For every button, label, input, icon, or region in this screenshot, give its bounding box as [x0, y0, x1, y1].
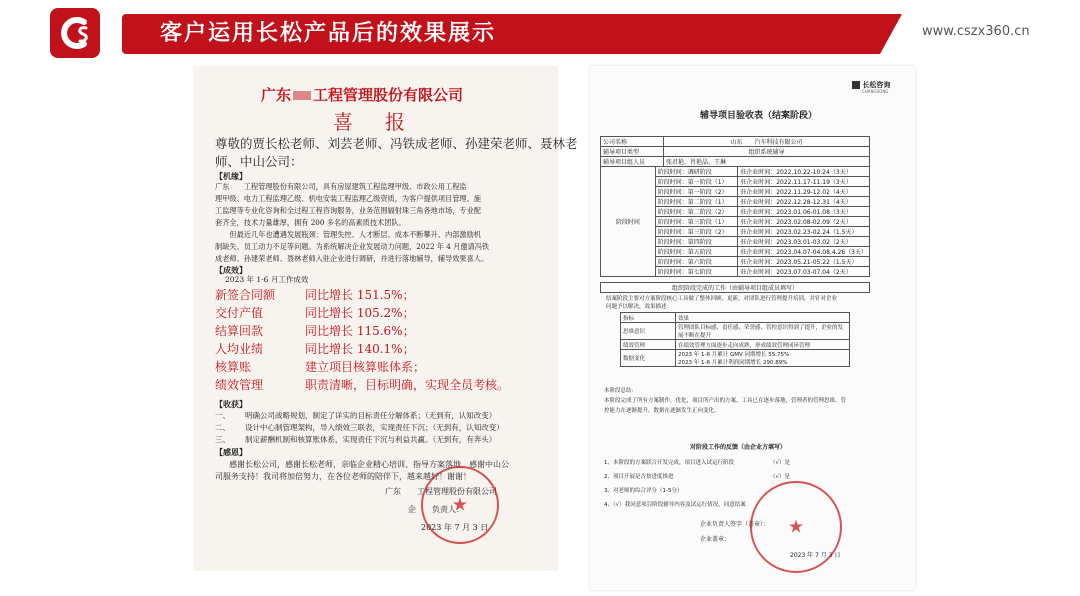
result-value: 同比增长 105.2%； — [305, 306, 415, 320]
form-date: 2023 年 7 月 3 日 — [790, 552, 841, 559]
result-value: 同比增长 140.1%； — [305, 342, 415, 356]
result-value: 建立项目核算账体系； — [305, 360, 426, 374]
stage-time: 驻企业时间：2022.11.17-11.19（3天） — [738, 177, 870, 187]
result-subtitle: 2023 年 1-6 月工作成效 — [225, 275, 309, 284]
type-value: 组织系统辅导 — [664, 147, 870, 157]
stage-name: 阶段时间：第四阶段 — [655, 237, 738, 247]
stage-name: 阶段时间：第一阶段（1） — [655, 177, 738, 187]
stage-time: 驻企业时间：2023.02.08-02.09（2天） — [738, 217, 870, 227]
letter-date: 2023 年 7 月 3 日 — [421, 523, 489, 532]
summary-1: 本阶段完成了所有方案制作，优化，项目所产出的方案、工具已在逐步落地，管理者的管理思维、管 — [604, 398, 847, 404]
section-origin: 【机缘】 — [215, 171, 247, 181]
form-title: 辅导项目验收表（结案阶段） — [700, 111, 818, 121]
cs-logo-icon — [50, 8, 100, 58]
feedback-text: 3、对老师的综合评分（1-5分） — [604, 488, 683, 494]
result-label: 交付产值 — [215, 306, 264, 320]
stage-name: 阶段时间：第五阶段 — [655, 247, 738, 257]
sign-seal-right: 企业盖章： — [700, 536, 731, 543]
company-label: 公司名称 — [601, 137, 664, 147]
feedback-text: 2、项目开展是否按进度推进 — [604, 474, 674, 480]
feedback-mark: （√）是 — [770, 474, 791, 480]
result-label: 结算回款 — [215, 324, 264, 338]
effect-row — [621, 350, 850, 367]
section-result: 【成效】 — [215, 265, 247, 275]
letter-title: 喜 报 — [333, 110, 411, 134]
effect-head-metric: 指标 — [621, 313, 676, 323]
brand-en: CHANGSONG — [862, 89, 889, 94]
result-label: 核算账 — [215, 360, 252, 374]
feedback-text: 1、本阶段的方案联合开发完成，项目进入试运行阶段 — [604, 460, 735, 466]
stage-time: 驻企业时间：2023.07.03-07.04（2天） — [738, 267, 870, 277]
effect-metric: 数据变化 — [621, 350, 676, 367]
company-seal-right — [750, 481, 842, 573]
stage-name: 阶段时间：第六阶段 — [655, 257, 738, 267]
sign-person: 企 负责人： — [408, 505, 464, 514]
effect-head-result: 效果 — [676, 313, 850, 323]
effect-result — [676, 323, 850, 340]
result-value: 同比增长 151.5%； — [305, 288, 415, 302]
result-label: 人均业绩 — [215, 342, 264, 356]
page-title: 客户运用长松产品后的效果展示 — [160, 21, 497, 46]
feedback-header: 对阶段工作的反馈（由企业方填写） — [690, 444, 787, 451]
work-header: 组织阶段完成的工作（由辅导项目组成员填写） — [601, 283, 870, 293]
stage-name: 阶段时间：第三阶段（2） — [655, 227, 738, 237]
company-value: 山东 汽车科技有限公司 — [664, 137, 870, 147]
thanks-line-1: 感谢长松公司，感谢长松老师，亲临企业精心培训、指导方案落地，感谢中山公 — [229, 460, 509, 469]
stage-time: 驻企业时间：2022.12.28-12.31（4天） — [738, 197, 870, 207]
feedback-mark: （√）是 — [770, 460, 791, 466]
effect-metric: 思维意识 — [621, 323, 676, 340]
feedback-text: 4、（√）我同意项目阶段辅导内容及试运行情况，同意结案 — [604, 502, 746, 508]
effect-head-row — [621, 313, 850, 323]
stage-name: 阶段时间：第二阶段（2） — [655, 207, 738, 217]
origin-line: 制缺失、员工动力不足等问题。为系统解决企业发展动力问题，2022 年 4 月邀请冯铁 — [215, 242, 490, 251]
gain-num: 一、 — [215, 411, 230, 420]
effect-line: 在绩效管理方面逐步走向成熟，形成绩效管理闭环管理 — [678, 342, 811, 349]
effect-row — [621, 323, 850, 340]
effect-line: 展不断在提升 — [678, 333, 712, 339]
stage-time: 驻企业时间：2023.05.21-05.22（1.5天） — [738, 257, 870, 267]
origin-line: 但最近几年也遭遇发展瓶颈：管理失控、人才断层、成本不断攀升、内部激励机 — [215, 230, 481, 239]
stage-time: 驻企业时间：2023.03.01-03.02（2天） — [738, 237, 870, 247]
salutation-2: 师、中山公司： — [215, 154, 303, 169]
gain-num: 二、 — [215, 423, 230, 432]
form-table-top — [600, 136, 870, 167]
thanks-line-2: 司服务支持！我司将加倍努力，在各位老师的陪伴下，越来越好！谢谢！ — [215, 472, 471, 481]
letter-company: 广东 工程管理股份有限公司 — [261, 86, 464, 104]
summary-label: 本阶段总结： — [604, 388, 638, 394]
stage-row — [601, 167, 870, 177]
result-label: 新签合同额 — [215, 288, 276, 302]
brand-mark-icon — [852, 81, 860, 89]
effect-line: 2023 年 1-6 月累计 GMV 同期增长 55.75% — [678, 352, 790, 358]
origin-line: 广东 工程管理股份有限公司，具有房屋建筑工程监理甲级、市政公用工程监 — [215, 182, 467, 191]
sign-person-right: 企业负责人签字（盖章）： — [700, 521, 770, 528]
section-thanks: 【感恩】 — [215, 447, 247, 457]
gain-text: 设计中心制管理架构，导入绩效三联表，实现责任下沉；（无到有，认知改变） — [245, 423, 504, 432]
site-url: www.cszx360.cn — [922, 24, 1030, 39]
header-banner — [0, 0, 1080, 70]
stage-name: 阶段时间：第七阶段 — [655, 267, 738, 277]
stage-time: 驻企业时间：2022.11.29-12.02（4天） — [738, 187, 870, 197]
gain-text: 明确公司战略规划，制定了详实的目标责任分解体系；（无到有，认知改变） — [245, 411, 497, 420]
sign-company: 广东 工程管理股份有限公司 — [385, 487, 497, 496]
type-label: 辅导项目类型 — [601, 147, 664, 157]
work-text-2: 问题予以解决，效果描述： — [606, 304, 673, 310]
origin-line: 套齐全，技术力量雄厚，拥有 200 多名的高素质技术团队。 — [215, 218, 406, 227]
origin-line: 成老师、孙建荣老师、聂林老师入驻企业进行调研，并进行落地辅导，辅导效果喜人。 — [215, 254, 489, 263]
summary-2: 控能力在逐渐提升，数据在逐渐发生正向变化。 — [604, 408, 720, 414]
stage-label: 阶段时间 — [601, 167, 656, 277]
stage-table — [600, 166, 870, 277]
stage-name: 阶段时间：第三阶段（1） — [655, 217, 738, 227]
origin-line: 工监理等专业化咨询和全过程工程咨询服务，业务范围辐射珠三角各地市场，专业配 — [215, 206, 481, 215]
origin-line: 理甲级、电力工程监理乙级、机电安装工程监理乙级资质，为客户提供项目管理、施 — [215, 194, 481, 203]
stage-time: 驻企业时间：2023.01.06-01.08（3天） — [738, 207, 870, 217]
section-gain: 【收获】 — [215, 399, 247, 409]
effect-result — [676, 340, 850, 350]
effect-line: 管理团队目标感、责任感、荣誉感、管控意识得到了提升，企业的发 — [678, 325, 844, 331]
good-news-letter — [193, 66, 578, 571]
effect-result — [676, 350, 850, 367]
effect-row — [621, 340, 850, 350]
stage-name: 阶段时间：调研阶段 — [655, 167, 738, 177]
stage-time: 驻企业时间：2022.10.22-10.24（3天） — [738, 167, 870, 177]
brand-logo: 长松咨询 — [852, 80, 890, 90]
stage-name: 阶段时间：第二阶段（1） — [655, 197, 738, 207]
acceptance-form — [590, 66, 915, 590]
work-table — [600, 282, 870, 293]
company-seal — [421, 466, 499, 544]
result-label: 绩效管理 — [215, 378, 264, 392]
gain-num: 三、 — [215, 435, 230, 444]
stage-time: 驻企业时间：2023.02.23-02.24（1.5天） — [738, 227, 870, 237]
gain-text: 制定薪酬机制和核算账体系，实现责任下沉与利益共赢。（无到有，有奔头） — [245, 435, 497, 444]
effect-table — [620, 312, 850, 367]
effect-metric: 绩效管理 — [621, 340, 676, 350]
effect-line: 2023 年 1-6 月累计利润同期增长 290.89% — [678, 360, 788, 366]
work-text-1: 结案阶段主要对方案阶段核心工具做了整体回顾、更新，对团队进行管理提升培训，并针对企业 — [606, 296, 838, 302]
result-value: 同比增长 115.6%； — [305, 324, 415, 338]
people-label: 辅导项目组人员 — [601, 157, 664, 167]
stage-time: 驻企业时间：2023.04.07-04.08.4.26（3天） — [738, 247, 870, 257]
stage-name: 阶段时间：第一阶段（2） — [655, 187, 738, 197]
people-value: 张君艳、肖艳晶、王琳 — [664, 157, 870, 167]
salutation-1: 尊敬的贾长松老师、刘芸老师、冯铁成老师、孙建荣老师、聂林老 — [215, 136, 578, 151]
result-value: 职责清晰，目标明确，实现全员考核。 — [305, 378, 510, 392]
